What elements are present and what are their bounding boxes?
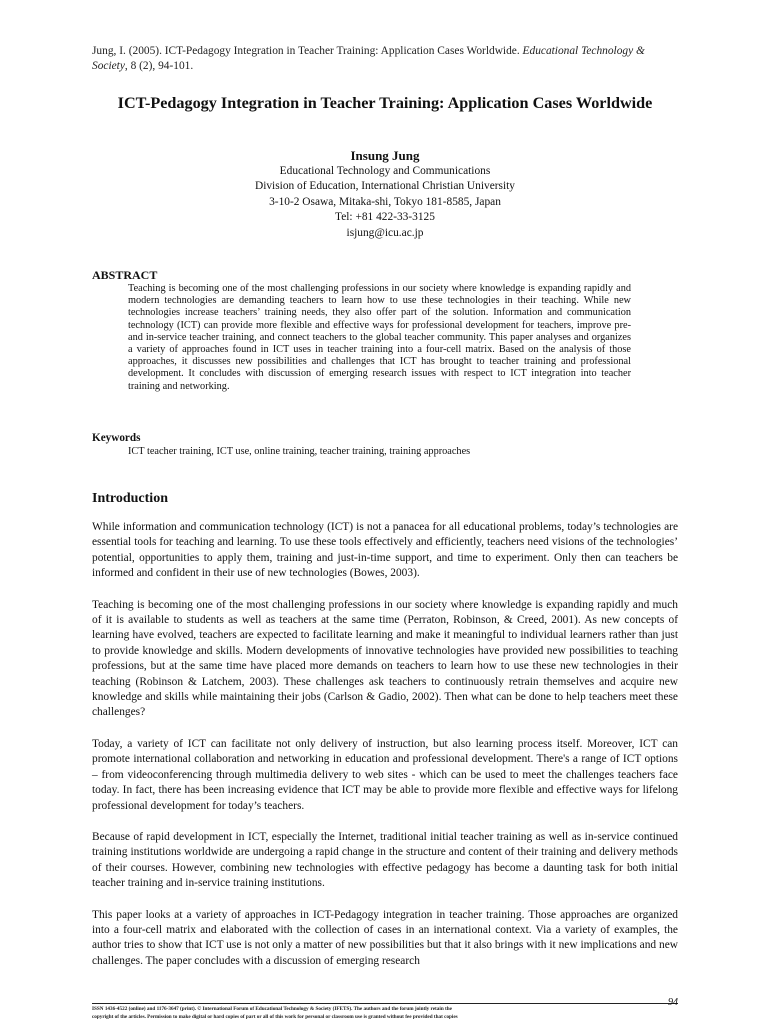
author-affiliation <box>90 164 680 241</box>
affiliation-line: 3-10-2 Osawa, Mitaka-shi, Tokyo 181-8585, Japan <box>269 195 501 208</box>
affiliation-line: Educational Technology and Communications <box>279 165 491 177</box>
keywords-text: ICT teacher training, ICT use, online training, teacher training, training approaches <box>128 446 471 457</box>
introduction-heading: Introduction <box>92 491 168 506</box>
author-phone: Tel: +81 422-33-3125 <box>335 211 435 224</box>
citation-suffix: , 8 (2), 94-101. <box>124 60 194 72</box>
footer-divider <box>92 1003 678 1004</box>
citation-prefix: Jung, I. (2005). ICT-Pedagogy Integration in Teacher Training: Application Cases Worldwide. <box>92 45 523 57</box>
paragraph: Teaching is becoming one of the most challenging professions in our society where knowledge is expanding rapidly and much of it is available to students as well as teachers at the same time (Perraton, Robinson, & Creed, 2001). As new concepts of learning have evolved, teachers are expected to facilitate learning and make it meaningful to individual learners rather than just to provide knowledge and skills. Modern developments of innovative technologies have provided new possibilities to teaching professions, but at the same time have placed more demands on teachers to learn how to use these new technologies in their teaching (Robinson & Latchem, 2003). These challenges ask teachers to continuously retrain themselves and acquire new knowledge and skills while maintaining their jobs (Carlson & Gadio, 2002). Then what can be done to help teachers meet these challenges? <box>92 598 678 719</box>
abstract-text: Teaching is becoming one of the most challenging professions in our society where knowledge is expanding rapidly and modern technologies are demanding teachers to learn how to use these technologies in their teaching. While new technologies increase teachers’ training needs, they also offer part of the solution. Information and communication technology (ICT) can provide more flexible and effective ways for professional development for teachers, improve pre- and in-service teacher training, and connect teachers to the global teacher community. This paper analyses and organizes a variety of approaches found in ICT uses in teacher training into a four-cell matrix. Based on the analysis of those approaches, it discusses new possibilities and challenges that ICT has brought to teacher training and professional development. It concludes with discussion of emerging research issues with respect to ICT integration into teacher training and networking. <box>128 283 631 392</box>
footer-copyright <box>92 1005 632 1021</box>
paragraph: While information and communication technology (ICT) is not a panacea for all educational problems, today’s technologies are essential tools for teaching and learning. To use these tools effectively and efficiently, teachers need visions of the technologies’ potential, opportunities to apply them, training and just-in-time support, and time to experiment. Only then can teachers be informed and confident in their use of new technologies (Bowes, 2003). <box>92 521 678 580</box>
author-email[interactable]: isjung@icu.ac.jp <box>346 226 424 239</box>
affiliation-line: Division of Education, International Christian University <box>254 180 516 193</box>
footer-line: copyright of the articles. Permission to make digital or hard copies of part or all of this work for personal or classroom use is granted without fee provided that copies <box>92 1014 458 1020</box>
paragraph: Because of rapid development in ICT, especially the Internet, traditional initial teacher training as well as in-service continued training institutions worldwide are undergoing a rapid change in the structure and content of their training and delivery methods of their courses. However, combining new technologies with effective pedagogy has become a daunting task for both initial teacher training and in-service training institutions. <box>92 830 678 890</box>
citation-journal: Educational Technology & Society <box>92 45 645 72</box>
author-name: Insung Jung <box>350 148 420 163</box>
keywords-heading: Keywords <box>92 432 141 444</box>
introduction-body <box>92 520 678 985</box>
paragraph: Today, a variety of ICT can facilitate not only delivery of instruction, but also learning process itself. Moreover, ICT can promote international collaboration and networking in education and professional development. There's a range of ICT options – from videoconferencing through multimedia delivery to web sites - which can be used to meet the challenges teachers face today. In fact, there has been increasing evidence that ICT may be able to provide more flexible and effective ways for lifelong professional development for today’s teachers. <box>92 737 678 812</box>
paragraph: This paper looks at a variety of approaches in ICT-Pedagogy integration in teacher training. Those approaches are organized into a four-cell matrix and elaborated with the collection of cases in an international context. Via a variety of examples, the author tries to show that ICT use is not only a matter of new possibilities but that it also brings with it new implications and new challenges. The paper concludes with a discussion of emerging research <box>92 908 678 967</box>
header-citation <box>92 44 682 74</box>
footer-line: ISSN 1436-4522 (online) and 1176-3647 (print). © International Forum of Educational Technology & Society (IFETS). The authors and the forum jointly retain the <box>92 1006 452 1012</box>
page-number: 94 <box>668 997 678 1008</box>
paper-title: ICT-Pedagogy Integration in Teacher Training: Application Cases Worldwide <box>117 94 653 112</box>
abstract-heading: ABSTRACT <box>92 268 158 282</box>
